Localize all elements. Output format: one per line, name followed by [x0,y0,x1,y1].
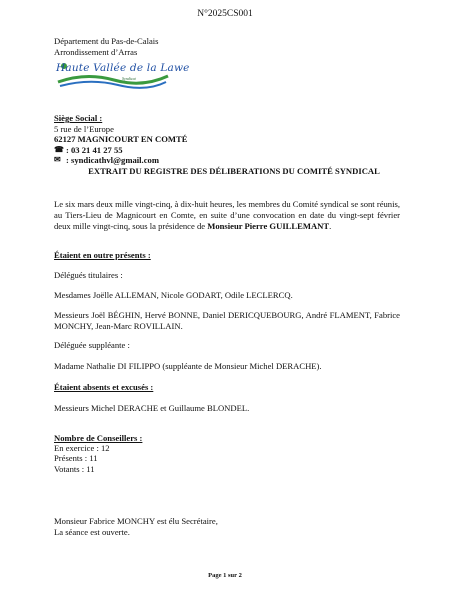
administrative-header [54,36,159,58]
mesdames-list: Mesdames Joëlle ALLEMAN, Nicole GODART, Odile LECLERCQ. [54,290,293,300]
count-exercice: En exercice : 12 [54,443,110,454]
email-row [54,155,187,166]
phone-icon: ☎ [54,144,64,154]
count-presents: Présents : 11 [54,453,98,464]
closing-block [54,516,400,538]
absent-heading [54,382,400,393]
head-office-title: Siège Social : [54,113,103,123]
intro-end: . [329,220,332,231]
page-number: Page 1 sur 2 [208,572,242,579]
session-opened-line: La séance est ouverte. [54,526,130,537]
intro-text: Le six mars deux mille vingt-cinq, à dix-huit heures, les membres du Comité syndical se sont réunis, au Tiers-Lieu de Magnicourt en Comte, en suite d’une convocation en date du vingt-sept février deux mille vingt-cinq, sous la présidence de [54,199,400,231]
messieurs-list: Messieurs Joël BÉGHIN, Hervé BONNE, Daniel DERICQUEBOURG, André FLAMENT, Fabrice MONCHY, Jean-Marc ROVILLAIN. [54,310,400,331]
suppleant-name: Madame Nathalie DI FILIPPO (suppléante de Monsieur Michel DERACHE). [54,361,322,371]
arrondissement-label: Arrondissement d’Arras [54,47,138,57]
logo-subtext: Syndicat [122,76,136,81]
suppleant-label: Déléguée suppléante : [54,340,130,350]
counts-heading: Nombre de Conseillers : [54,433,143,443]
count-votants: Votants : 11 [54,463,95,474]
email-address[interactable]: : syndicathvl@gmail.com [66,155,159,166]
syndicate-logo [56,58,190,90]
phone-number: : 03 21 41 27 55 [66,144,123,155]
document-title: EXTRAIT DU REGISTRE DES DÉLIBERATIONS DU COMITÉ SYNDICAL [88,166,380,176]
intro-paragraph [54,199,400,231]
president-name: Monsieur Pierre GUILLEMANT [207,220,330,231]
absent-names: Messieurs Michel DERACHE et Guillaume BLONDEL. [54,403,250,413]
logo-text: Haute Vallée de la Lawe [56,62,190,74]
envelope-icon: ✉ [54,155,61,165]
titulaires-label: Délégués titulaires : [54,270,123,280]
present-heading [54,250,400,261]
counts-block [54,433,400,474]
head-office-city: 62127 MAGNICOURT EN COMTÉ [54,134,188,145]
head-office-block [54,113,187,166]
department-label: Département du Pas-de-Calais [54,36,159,46]
head-office-street: 5 rue de l’Europe [54,123,114,134]
present-heading-text: Étaient en outre présents : [54,250,151,260]
absent-heading-text: Étaient absents et excusés : [54,382,154,392]
phone-row [54,145,187,156]
document-number: N°2025CS001 [197,9,253,19]
secretary-line: Monsieur Fabrice MONCHY est élu Secrétaire, [54,516,218,526]
